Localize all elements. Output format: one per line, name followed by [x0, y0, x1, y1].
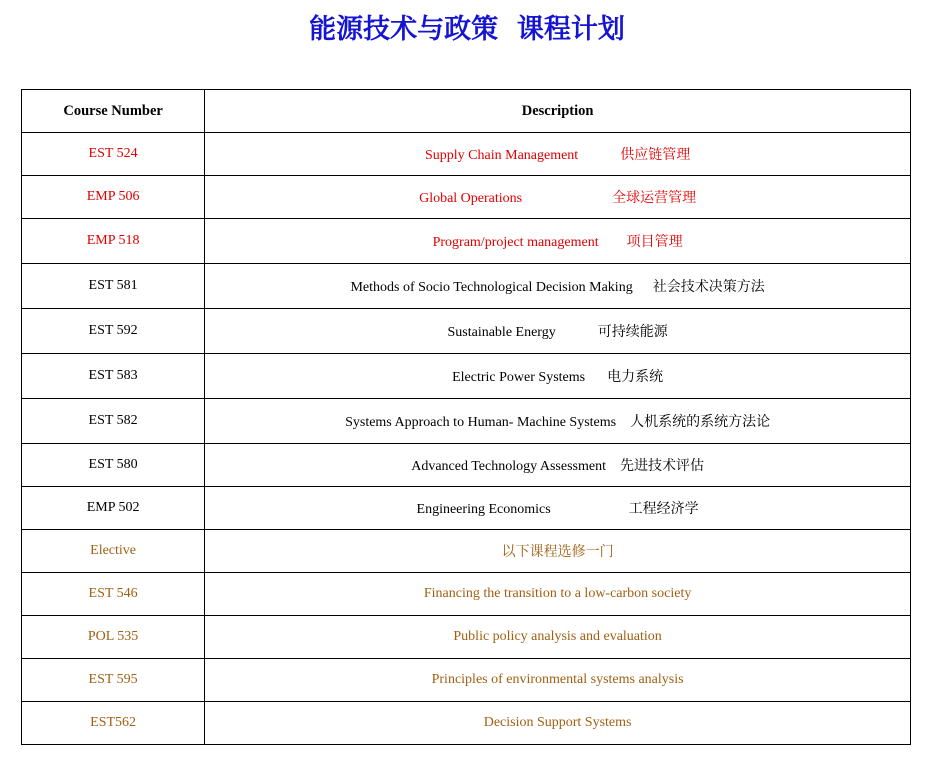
description-cell [205, 616, 911, 659]
course-number-cell: EST562 [22, 702, 205, 745]
course-number-cell: EMP 502 [22, 487, 205, 530]
table-row [22, 487, 911, 530]
description-chinese: 全球运营管理 [612, 190, 697, 206]
description-cell [205, 530, 911, 573]
description-english: Advanced Technology Assessment [411, 459, 606, 474]
course-number-cell: EST 546 [22, 573, 205, 616]
description-chinese: 人机系统的系统方法论 [630, 414, 771, 430]
description-cell [205, 702, 911, 745]
description-english: Electric Power Systems [452, 370, 586, 385]
description-english: Global Operations [419, 191, 523, 206]
description-cell [205, 176, 911, 219]
course-number-cell: EMP 518 [22, 219, 205, 264]
table-row [22, 659, 911, 702]
description-english: Decision Support Systems [483, 715, 632, 730]
table-row [22, 399, 911, 444]
description-chinese: 社会技术决策方法 [652, 279, 765, 295]
description-chinese: 先进技术评估 [619, 458, 704, 474]
description-english: Systems Approach to Human- Machine Systems [345, 415, 617, 430]
description-english: Program/project management [432, 235, 599, 250]
course-number-cell: EST 595 [22, 659, 205, 702]
course-table-body [22, 133, 911, 745]
description-cell [205, 219, 911, 264]
course-number-cell: EMP 506 [22, 176, 205, 219]
page-title: 能源技术与政策 课程计划 [309, 14, 625, 45]
description-cell [205, 444, 911, 487]
description-cell [205, 133, 911, 176]
table-row [22, 264, 911, 309]
description-chinese: 电力系统 [607, 369, 664, 385]
description-english: Public policy analysis and evaluation [453, 629, 662, 644]
description-cell [205, 354, 911, 399]
course-table [21, 89, 911, 745]
course-number-header: Course Number [22, 90, 205, 133]
table-row [22, 573, 911, 616]
table-row [22, 444, 911, 487]
description-cell [205, 264, 911, 309]
table-row [22, 176, 911, 219]
description-english: Principles of environmental systems analysis [431, 672, 684, 687]
table-row [22, 354, 911, 399]
description-chinese: 工程经济学 [628, 501, 699, 517]
description-cell [205, 487, 911, 530]
description-chinese: 供应链管理 [620, 147, 691, 163]
table-row [22, 133, 911, 176]
description-chinese: 项目管理 [626, 234, 683, 250]
table-row [22, 616, 911, 659]
course-number-cell: Elective [22, 530, 205, 573]
description-english: Engineering Economics [416, 502, 551, 517]
course-number-cell: EST 524 [22, 133, 205, 176]
course-number-cell: EST 581 [22, 264, 205, 309]
table-row [22, 219, 911, 264]
description-english: Methods of Socio Technological Decision Making [350, 280, 633, 295]
course-number-cell: EST 582 [22, 399, 205, 444]
course-number-cell: EST 580 [22, 444, 205, 487]
description-english: Financing the transition to a low-carbon society [423, 586, 692, 601]
table-row [22, 530, 911, 573]
description-cell [205, 399, 911, 444]
course-number-cell: POL 535 [22, 616, 205, 659]
description-cell [205, 573, 911, 616]
table-row [22, 309, 911, 354]
description-header: Description [205, 90, 911, 133]
description-chinese: 可持续能源 [597, 324, 668, 340]
description-chinese: 以下课程选修一门 [501, 544, 614, 560]
description-cell [205, 309, 911, 354]
table-header-row [22, 90, 911, 133]
table-row [22, 702, 911, 745]
description-english: Sustainable Energy [447, 325, 556, 340]
course-number-cell: EST 583 [22, 354, 205, 399]
description-cell [205, 659, 911, 702]
description-english: Supply Chain Management [425, 148, 579, 163]
course-number-cell: EST 592 [22, 309, 205, 354]
